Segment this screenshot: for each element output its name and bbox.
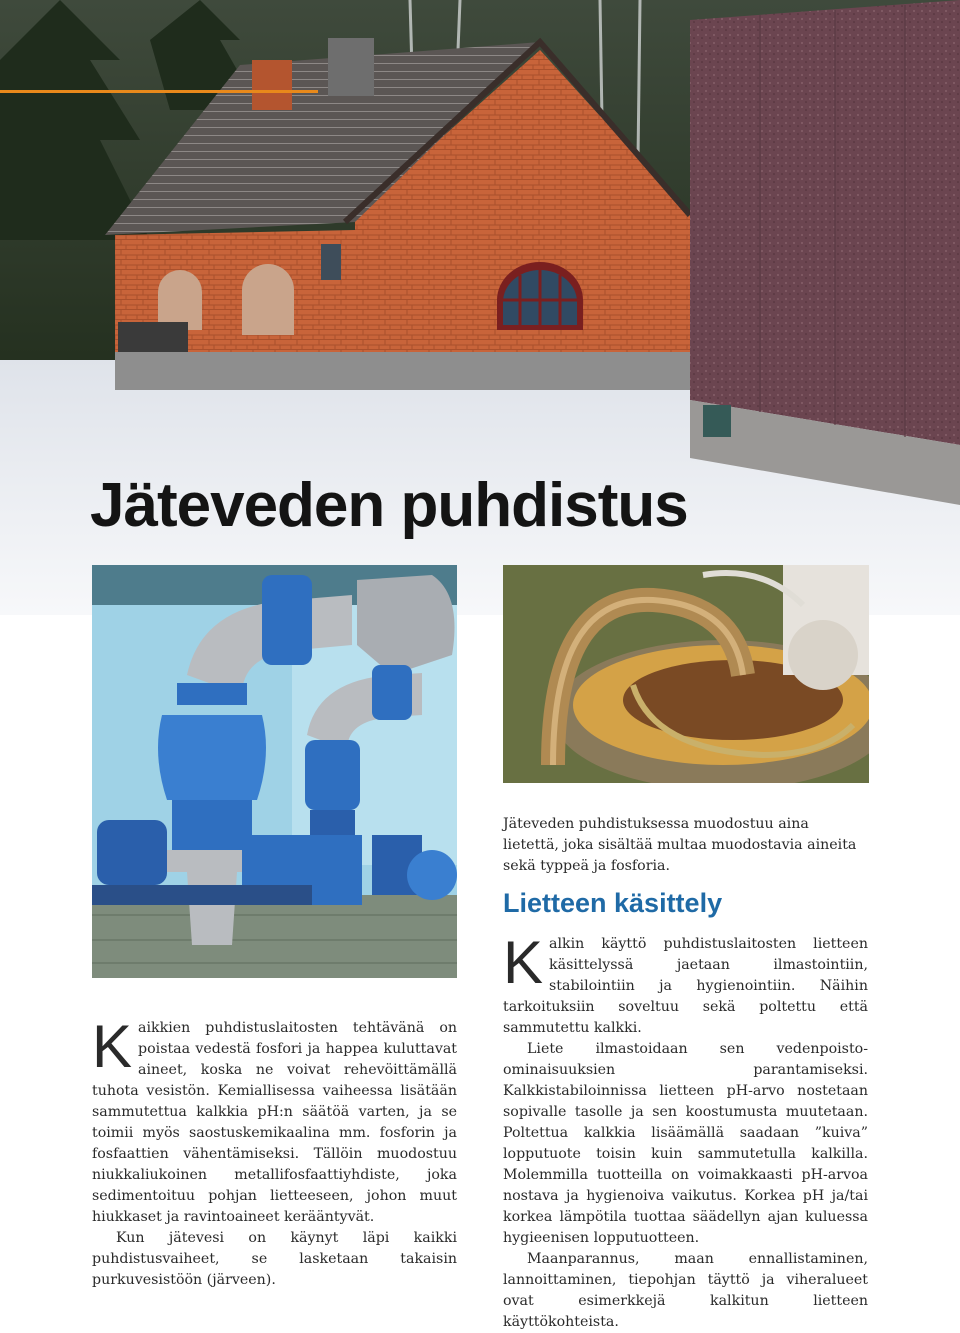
right-article-column [503,929,868,1333]
left-lead-text: aikkien puhdistuslaitosten tehtävänä on poistaa vedestä fosfori ja happea kuluttavat aineet, koska ne voivat rehevöittämällä tuhota vesistön. Kemiallisessa vaiheessa lisätään sammutettua kalkkia pH:n säätöä varten, ja se toimii myös saostuskemikaalina mm. fosforin ja fosfaattien vähentämiseksi. Tällöin muodostuu niukkaliukoinen metallifosfaattiyhdiste, joka sedimentoituu pohjan lietteeseen, johon muut hiukkaset ja ravintoaineet kerääntyvät. [92,1020,457,1225]
photo-caption: Jäteveden puhdistuksessa muodostuu aina lietettä, joka sisältää multaa muodostavia aineita sekä typpeä ja fosforia. [503,816,857,875]
left-lead-paragraph [92,1013,457,1228]
pump-photo [92,565,457,978]
right-paragraph-2: Liete ilmastoidaan sen vedenpoisto-ominaisuuksien parantamiseksi. Kalkkistabiloinnissa lietteen pH-arvo nostetaan sopivalle tasolle ja sen koostumusta muutetaan. Poltettua kalkkia lisäämällä saadaan ”kuiva” lopputuote toisin kuin sammutetulla kalkilla. Molemmilla tuotteilla on voimakkaasti pH-arvoa nostava ja hygienoiva vaikutus. Korkea pH ja/tai korkea lämpötila tuottaa säädellyn ajan kuluessa hygieenisen lopputuotteen. [503,1041,868,1246]
orange-accent-rule [0,90,318,93]
right-lead-text: alkin käyttö puhdistuslaitosten lietteen käsittelyssä jaetaan ilmastointiin, stabilointiin ja hygienointiin. Näihin tarkoituksiin soveltuu sekä poltettu että sammutettu kalkki. [503,936,868,1036]
sludge-photo [503,565,869,783]
right-paragraph-3: Maanparannus, maan ennallistaminen, lannoittaminen, tiepohjan täyttö ja viheralueet ovat esimerkkejä kalkitun lietteen käyttökohteista. [503,1251,868,1330]
section-heading: Lietteen käsittely [503,888,723,918]
page-title: Jäteveden puhdistus [90,471,688,540]
dropcap: K [92,1013,133,1080]
left-paragraph-2: Kun jätevesi on käynyt läpi kaikki puhdistusvaiheet, se lasketaan takaisin purkuvesistöön (järveen). [92,1230,457,1288]
dropcap: K [503,929,544,996]
right-lead-paragraph [503,929,868,1039]
left-article-column [92,1013,457,1291]
